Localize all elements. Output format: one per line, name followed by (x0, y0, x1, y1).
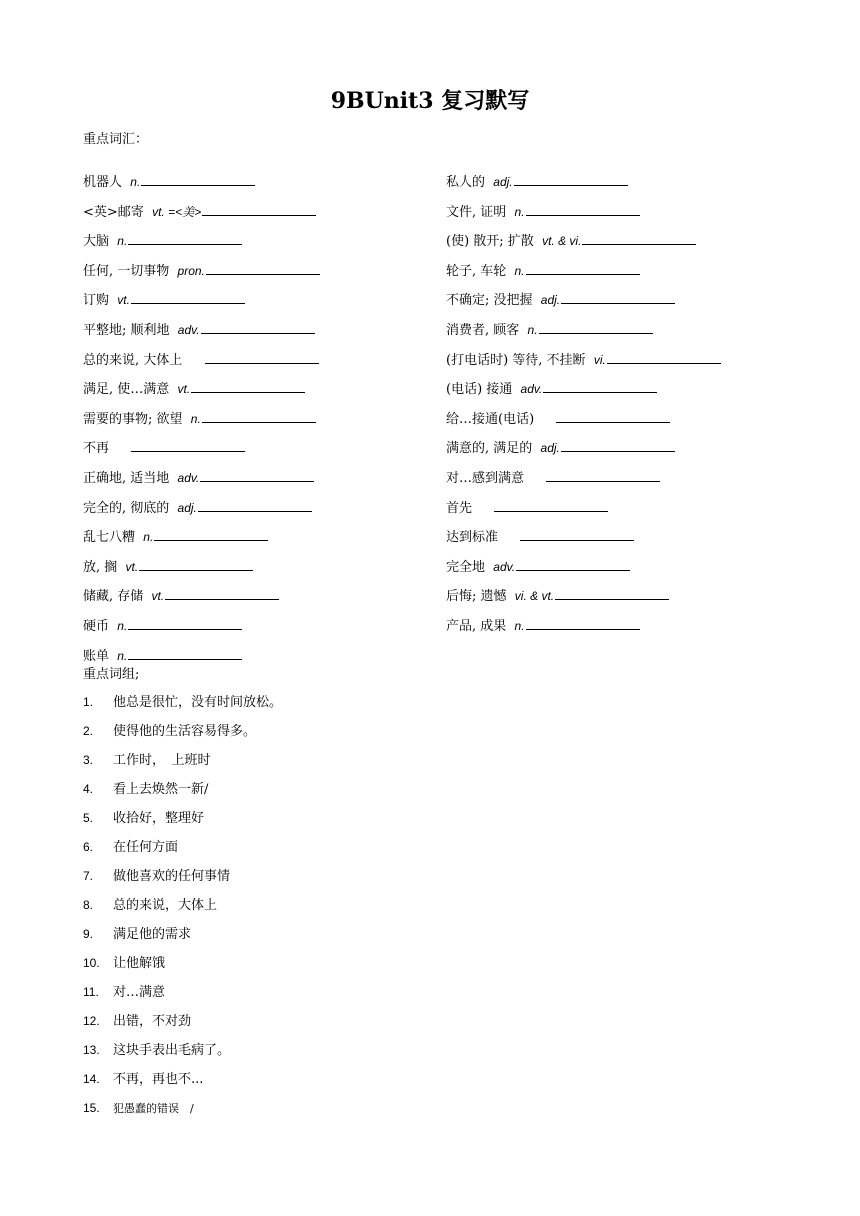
answer-blank[interactable] (139, 556, 253, 571)
vocab-item (446, 408, 670, 430)
vocab-item (83, 526, 268, 548)
phrase-item (83, 953, 165, 974)
vocab-item (83, 349, 319, 371)
vocab-part-of-speech: n. (130, 175, 141, 189)
vocab-item (83, 289, 245, 311)
phrase-text: 使得他的生活容易得多。 (113, 724, 257, 739)
answer-blank[interactable] (546, 467, 660, 482)
phrase-text: 犯愚蠢的错误 / (113, 1102, 194, 1115)
vocab-chinese: 不确定; 没把握 (446, 293, 533, 309)
vocab-chinese: 大脑 (83, 234, 110, 250)
vocab-item (83, 230, 242, 252)
answer-blank[interactable] (539, 319, 653, 334)
vocab-chinese: 乱七八糟 (83, 530, 136, 546)
phrase-item (83, 692, 282, 713)
vocab-part-of-speech: n. (143, 530, 154, 545)
vocab-chinese: 私人的 (446, 175, 486, 190)
vocab-chinese: 放, 搁 (83, 559, 118, 575)
vocab-part-of-speech: adv. (177, 471, 200, 485)
phrase-item (83, 866, 230, 887)
vocab-item (446, 319, 653, 341)
vocab-item (83, 615, 242, 637)
vocab-part-of-speech: n. (117, 619, 128, 633)
vocab-item (83, 467, 314, 489)
answer-blank[interactable] (561, 437, 675, 452)
vocab-item (83, 171, 255, 193)
vocab-chinese: 账单 (83, 648, 110, 664)
vocab-part-of-speech: adv. (520, 382, 543, 397)
vocab-chinese: 对…感到满意 (446, 471, 525, 486)
vocab-chinese: 产品, 成果 (446, 619, 507, 634)
vocab-chinese: 平整地; 顺利地 (83, 323, 170, 338)
vocab-item (83, 319, 315, 341)
vocab-chinese: 完全地 (446, 559, 486, 575)
vocab-part-of-speech: n. (117, 234, 128, 249)
phrase-number: 6. (83, 840, 94, 854)
answer-blank[interactable] (205, 349, 319, 364)
vocab-chinese: 文件, 证明 (446, 204, 507, 220)
phrase-number: 5. (83, 811, 94, 825)
vocab-item (83, 378, 305, 400)
vocab-item (83, 556, 253, 578)
answer-blank[interactable] (154, 526, 268, 541)
vocab-chinese: (使) 散开; 扩散 (446, 234, 534, 250)
vocab-chinese: 给…接通(电话) (446, 411, 535, 427)
answer-blank[interactable] (198, 497, 312, 512)
answer-blank[interactable] (141, 171, 255, 186)
vocab-part-of-speech: pron. (177, 263, 205, 278)
vocab-part-of-speech: vt. (125, 559, 139, 574)
phrase-item (83, 1040, 230, 1061)
phrase-text: 看上去焕然一新/ (113, 782, 209, 797)
phrase-number: 4. (83, 782, 94, 796)
phrase-text: 在任何方面 (113, 840, 179, 855)
vocab-part-of-speech: vt. (177, 382, 191, 397)
vocab-item (446, 526, 634, 548)
answer-blank[interactable] (128, 615, 242, 630)
vocab-chinese: 不再 (83, 441, 110, 457)
vocab-part-of-speech: vt. =<美> (152, 204, 202, 219)
phrase-text: 满足他的需求 (113, 927, 192, 942)
vocab-chinese: 轮子, 车轮 (446, 263, 507, 279)
vocab-chinese: 首先 (446, 500, 473, 516)
vocab-part-of-speech: vt. (117, 293, 130, 308)
phrase-item (83, 750, 211, 771)
phrase-item (83, 982, 165, 1003)
vocab-chinese: 储藏, 存储 (83, 589, 144, 605)
answer-blank[interactable] (200, 467, 314, 482)
phrase-number: 15. (83, 1101, 100, 1115)
vocab-chinese: 任何, 一切事物 (83, 263, 170, 279)
phrase-item (83, 1098, 194, 1119)
phrase-item (83, 779, 208, 800)
vocab-chinese: 达到标准 (446, 530, 499, 546)
phrase-number: 3. (83, 753, 94, 767)
vocab-part-of-speech: adj. (540, 441, 560, 456)
vocab-chinese: (打电话时) 等待, 不挂断 (446, 352, 586, 368)
answer-blank[interactable] (494, 497, 608, 512)
phrase-number: 7. (83, 869, 94, 883)
phrase-number: 14. (83, 1072, 100, 1086)
vocab-item (446, 467, 660, 489)
vocab-part-of-speech: n. (514, 204, 525, 219)
vocab-item (83, 585, 279, 607)
phrase-item (83, 721, 256, 742)
vocab-item (83, 201, 316, 223)
phrase-text: 他总是很忙，没有时间放松。 (113, 695, 283, 710)
vocab-part-of-speech: n. (190, 411, 201, 426)
phrase-number: 9. (83, 927, 94, 941)
answer-blank[interactable] (202, 201, 316, 216)
answer-blank[interactable] (514, 171, 628, 186)
vocab-part-of-speech: n. (514, 619, 525, 633)
vocab-part-of-speech: n. (527, 323, 538, 337)
answer-blank[interactable] (555, 585, 669, 600)
vocab-item (446, 497, 608, 519)
phrase-number: 2. (83, 724, 94, 738)
answer-blank[interactable] (165, 585, 279, 600)
phrase-item (83, 837, 178, 858)
phrase-text: 做他喜欢的任何事情 (113, 869, 231, 884)
answer-blank[interactable] (556, 408, 670, 423)
phrase-text: 出错，不对劲 (113, 1014, 192, 1029)
vocab-part-of-speech: vi. (593, 352, 606, 367)
vocab-item (83, 260, 320, 282)
phrase-number: 13. (83, 1043, 100, 1057)
answer-blank[interactable] (543, 378, 657, 393)
phrase-number: 11. (83, 985, 99, 999)
vocab-chinese: (电话) 接通 (446, 382, 513, 398)
vocab-part-of-speech: vt. & vi. (542, 234, 582, 249)
phrase-text: 让他解饿 (113, 956, 166, 971)
phrase-text: 不再，再也不... (113, 1072, 204, 1087)
vocab-item (446, 349, 721, 371)
vocab-item (83, 408, 316, 430)
answer-blank[interactable] (131, 289, 245, 304)
answer-blank[interactable] (516, 556, 630, 571)
answer-blank[interactable] (520, 526, 634, 541)
phrase-number: 10. (83, 956, 100, 970)
answer-blank[interactable] (526, 260, 640, 275)
phrase-item (83, 1011, 191, 1032)
vocab-heading: 重点词汇： (83, 132, 149, 147)
vocab-chinese: 机器人 (83, 175, 123, 190)
vocab-item (446, 260, 640, 282)
vocab-part-of-speech: adj. (540, 293, 561, 308)
vocab-chinese: 订购 (83, 293, 110, 309)
phrase-item (83, 808, 204, 829)
phrase-text: 工作时， 上班时 (113, 753, 211, 768)
vocab-part-of-speech: n. (117, 648, 128, 663)
phrase-item (83, 895, 217, 916)
vocab-part-of-speech: adv. (177, 323, 200, 337)
phrase-number: 8. (83, 898, 94, 912)
vocab-part-of-speech: adj. (493, 175, 513, 189)
phrase-item (83, 1069, 203, 1090)
vocab-item (446, 201, 640, 223)
vocab-item (446, 289, 675, 311)
vocab-chinese: 总的来说, 大体上 (83, 352, 183, 368)
phrase-heading: 重点词组; (83, 667, 140, 682)
answer-blank[interactable] (526, 615, 640, 630)
vocab-item (446, 556, 630, 578)
answer-blank[interactable] (582, 230, 696, 245)
vocab-part-of-speech: adv. (493, 559, 516, 574)
vocab-item (446, 230, 696, 252)
vocab-chinese: 消费者, 顾客 (446, 323, 520, 338)
page-title: 9BUnit3 复习默写 (330, 88, 530, 114)
vocab-chinese: 完全的, 彻底的 (83, 500, 170, 516)
answer-blank[interactable] (201, 319, 315, 334)
phrase-text: 对…满意 (113, 985, 166, 1000)
phrase-text: 总的来说，大体上 (113, 898, 218, 913)
answer-blank[interactable] (607, 349, 721, 364)
answer-blank[interactable] (191, 378, 305, 393)
phrase-number: 12. (83, 1014, 100, 1028)
answer-blank[interactable] (561, 289, 675, 304)
answer-blank[interactable] (206, 260, 320, 275)
phrase-item (83, 924, 191, 945)
vocab-item (446, 585, 669, 607)
vocab-item (83, 497, 312, 519)
vocab-chinese: 满意的, 满足的 (446, 441, 533, 457)
phrase-text: 收拾好，整理好 (113, 811, 205, 826)
answer-blank[interactable] (128, 230, 242, 245)
vocab-item (446, 437, 675, 459)
vocab-chinese: 正确地, 适当地 (83, 471, 170, 486)
vocab-item (83, 437, 245, 459)
vocab-item (446, 615, 640, 637)
vocab-chinese: <英>邮寄 (83, 204, 144, 220)
vocab-item (446, 378, 657, 400)
vocab-item (446, 171, 628, 193)
vocab-part-of-speech: vt. (151, 589, 165, 604)
vocab-part-of-speech: adj. (177, 500, 197, 515)
answer-blank[interactable] (202, 408, 316, 423)
vocab-chinese: 需要的事物; 欲望 (83, 411, 183, 427)
answer-blank[interactable] (131, 437, 245, 452)
phrase-text: 这块手表出毛病了。 (113, 1043, 231, 1058)
answer-blank[interactable] (128, 645, 242, 660)
vocab-chinese: 满足, 使…满意 (83, 382, 170, 398)
vocab-part-of-speech: n. (514, 263, 525, 278)
vocab-chinese: 硬币 (83, 619, 110, 634)
phrase-number: 1. (83, 695, 94, 709)
answer-blank[interactable] (526, 201, 640, 216)
vocab-part-of-speech: vi. & vt. (514, 589, 555, 604)
vocab-chinese: 后悔; 遗憾 (446, 589, 507, 605)
